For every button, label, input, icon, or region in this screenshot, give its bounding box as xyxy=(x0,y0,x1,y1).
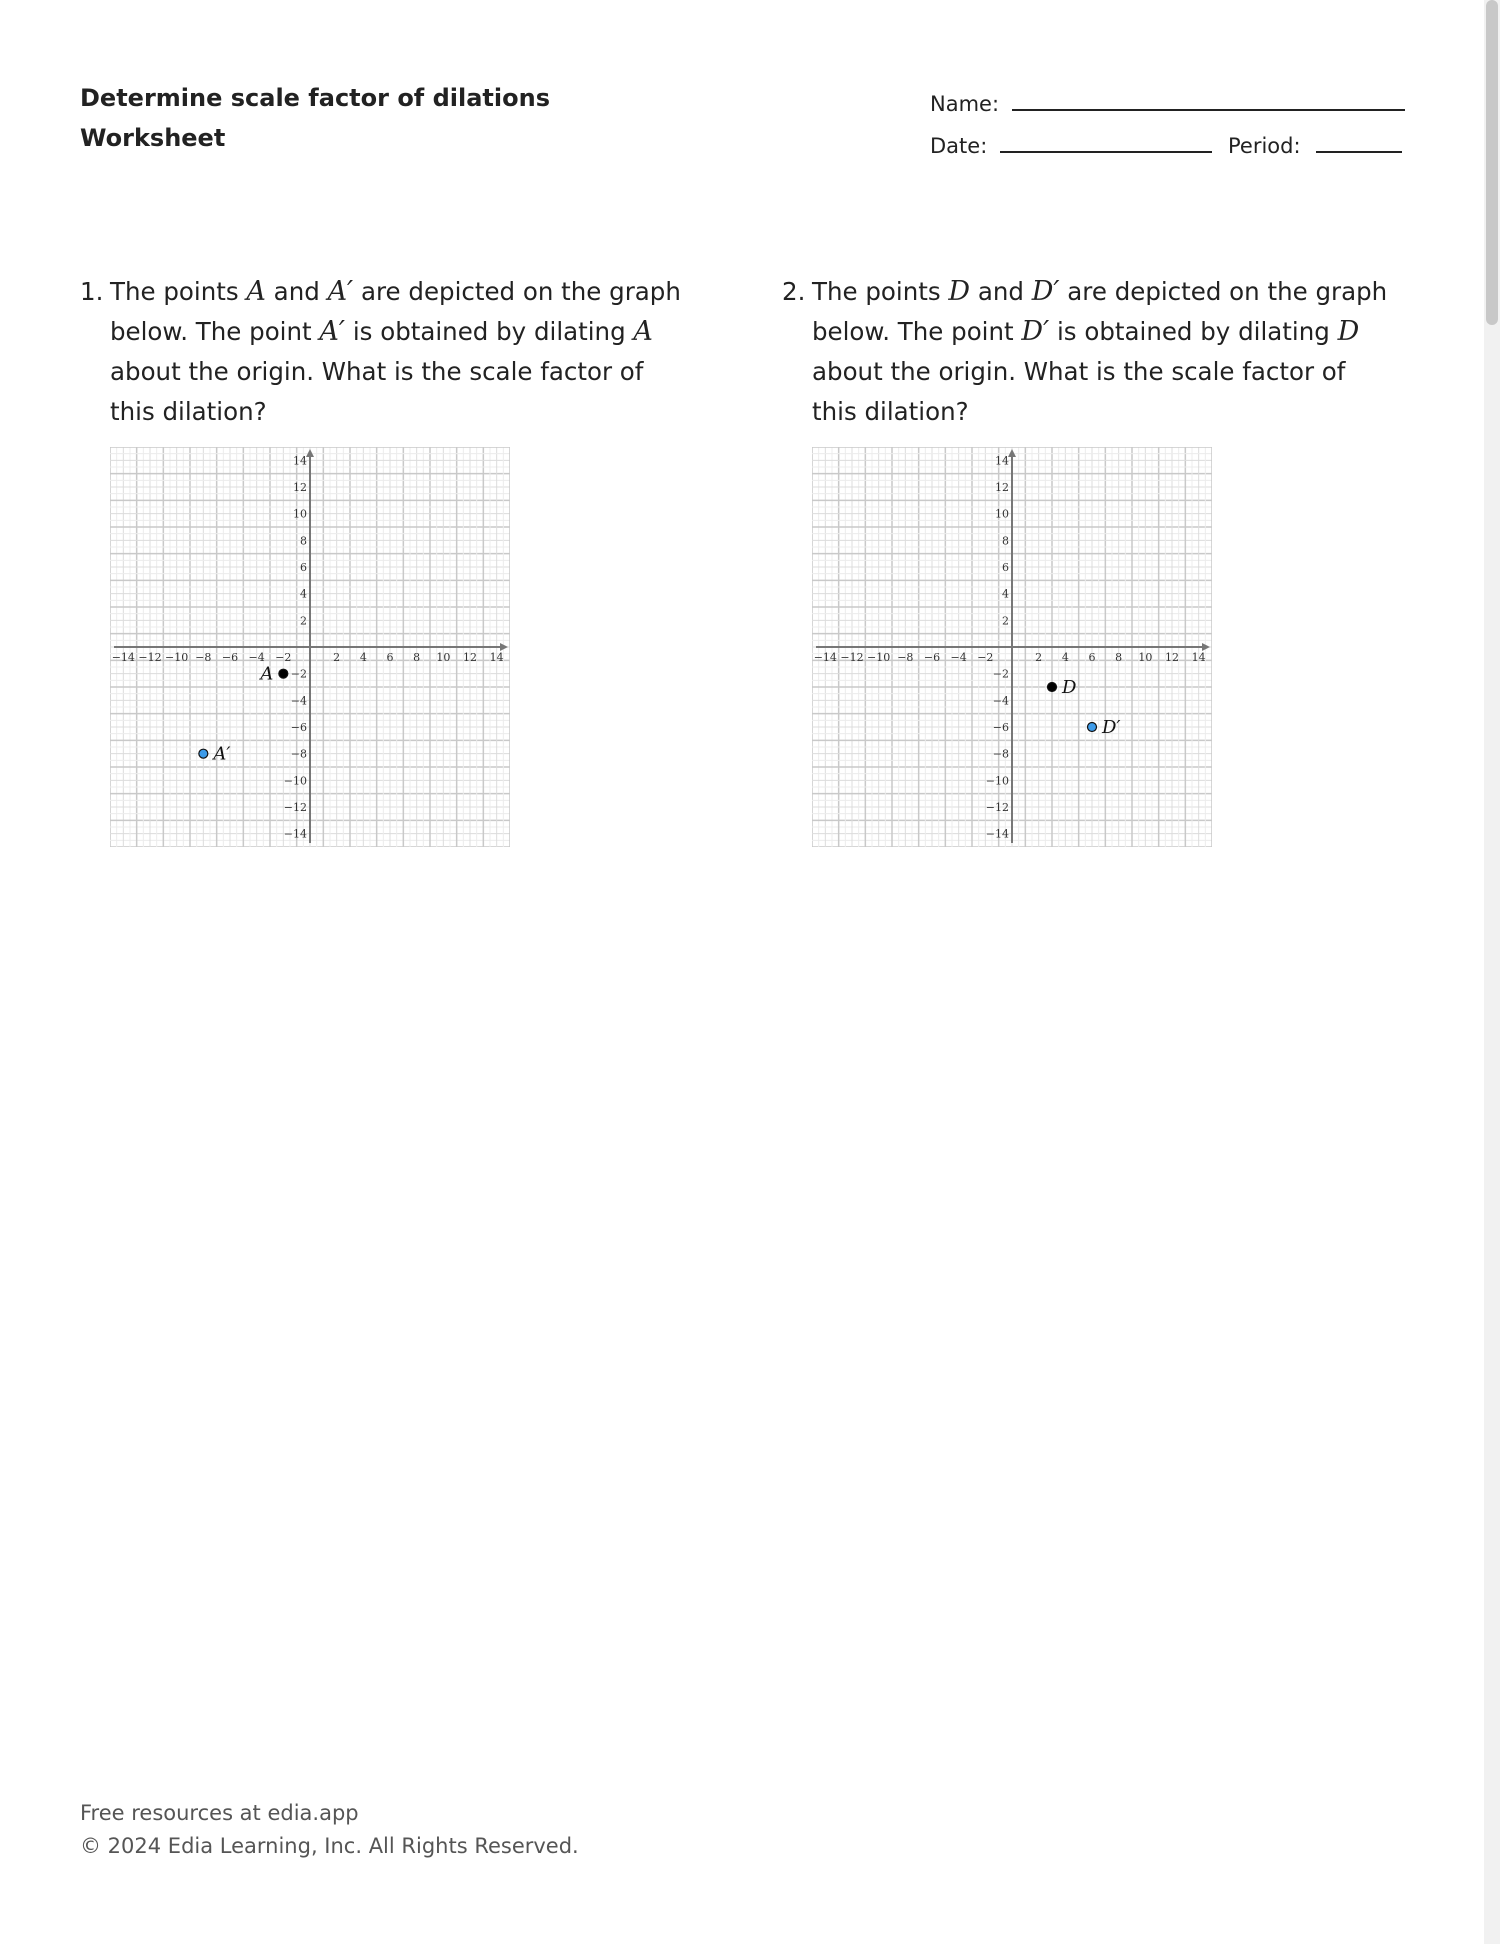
text: is obtained by dilating xyxy=(345,317,634,346)
date-label: Date: xyxy=(930,134,988,158)
x-tick-label: 14 xyxy=(489,651,504,664)
y-tick-label: 6 xyxy=(1002,561,1009,574)
text: and xyxy=(970,277,1032,306)
x-tick-label: −2 xyxy=(977,651,994,664)
y-tick-label: 6 xyxy=(300,561,307,574)
math: A xyxy=(246,276,266,307)
math: A′ xyxy=(319,316,346,347)
x-tick-label: 6 xyxy=(386,651,394,664)
point-label: D xyxy=(1062,677,1077,698)
worksheet-subtitle: Worksheet xyxy=(80,124,226,152)
math: D xyxy=(948,276,971,307)
x-tick-label: −12 xyxy=(840,651,864,664)
y-tick-label: −6 xyxy=(992,721,1009,734)
y-tick-label: 2 xyxy=(300,614,307,628)
x-tick-label: 2 xyxy=(1035,651,1043,664)
y-tick-label: −10 xyxy=(283,774,307,788)
point-A′ xyxy=(199,749,208,758)
x-tick-label: −6 xyxy=(221,651,239,664)
text: are depicted on the graph below. The point xyxy=(812,277,1388,346)
y-tick-label: 10 xyxy=(995,507,1009,521)
y-axis-arrow xyxy=(306,449,314,457)
math: D xyxy=(1337,316,1360,347)
scrollbar[interactable] xyxy=(1484,0,1500,1944)
y-tick-label: −2 xyxy=(992,667,1009,681)
text: are depicted on the graph below. The point xyxy=(110,277,681,346)
x-tick-label: −10 xyxy=(867,651,891,664)
point-label: D′ xyxy=(1102,717,1121,738)
period-label: Period: xyxy=(1228,134,1301,158)
period-field[interactable] xyxy=(1316,151,1402,153)
x-tick-label: 14 xyxy=(1191,651,1206,664)
x-tick-label: 10 xyxy=(1138,651,1153,664)
y-tick-label: 14 xyxy=(293,454,307,468)
graph-1 xyxy=(110,447,510,847)
point-A xyxy=(279,669,288,678)
point-D xyxy=(1048,683,1057,692)
point-label: A xyxy=(260,663,274,685)
y-tick-label: −12 xyxy=(283,801,307,814)
x-tick-label: −2 xyxy=(275,651,292,664)
x-tick-label: 12 xyxy=(463,651,477,664)
y-tick-label: −4 xyxy=(290,694,307,708)
text: is obtained by dilating xyxy=(1049,317,1338,346)
y-tick-label: −14 xyxy=(283,827,307,841)
worksheet-title: Determine scale factor of dilations xyxy=(80,84,550,112)
text: The points xyxy=(110,277,247,306)
x-tick-label: 12 xyxy=(1165,651,1179,664)
name-field[interactable] xyxy=(1012,109,1405,111)
question-2 xyxy=(782,272,1392,432)
math: A xyxy=(633,316,653,347)
y-tick-label: 2 xyxy=(1002,614,1009,628)
point-D′ xyxy=(1088,723,1097,732)
x-axis-arrow xyxy=(1202,643,1210,651)
math: D′ xyxy=(1031,276,1060,307)
y-tick-label: −6 xyxy=(290,721,307,734)
x-tick-label: −8 xyxy=(897,651,914,664)
x-tick-label: −14 xyxy=(813,651,837,664)
x-tick-label: −8 xyxy=(195,651,212,664)
x-tick-label: −4 xyxy=(248,651,265,664)
question-number: 2. xyxy=(782,277,806,306)
y-tick-label: 4 xyxy=(1002,587,1009,601)
y-axis-arrow xyxy=(1008,449,1016,457)
x-tick-label: 2 xyxy=(333,651,341,664)
question-number: 1. xyxy=(80,277,104,306)
math: A′ xyxy=(327,276,354,307)
x-tick-label: −14 xyxy=(111,651,135,664)
y-tick-label: −2 xyxy=(290,667,307,681)
y-tick-label: −12 xyxy=(985,801,1009,814)
y-tick-label: 14 xyxy=(995,454,1009,468)
footer-resources: Free resources at edia.app xyxy=(80,1801,359,1825)
name-label: Name: xyxy=(930,92,1000,116)
y-tick-label: 12 xyxy=(995,481,1009,494)
y-tick-label: 12 xyxy=(293,481,307,494)
x-tick-label: 6 xyxy=(1088,651,1096,664)
text: about the origin. What is the scale factor of this dilation? xyxy=(110,357,644,426)
x-tick-label: 4 xyxy=(1061,651,1069,664)
y-tick-label: −8 xyxy=(992,747,1009,761)
y-tick-label: −14 xyxy=(985,827,1009,841)
x-tick-label: −6 xyxy=(923,651,941,664)
y-tick-label: −4 xyxy=(992,694,1009,708)
footer-copyright: © 2024 Edia Learning, Inc. All Rights Reserved. xyxy=(80,1834,579,1858)
x-tick-label: −10 xyxy=(165,651,189,664)
x-tick-label: −12 xyxy=(138,651,162,664)
text: The points xyxy=(812,277,949,306)
date-field[interactable] xyxy=(1000,151,1212,153)
x-tick-label: 4 xyxy=(359,651,367,664)
y-tick-label: 4 xyxy=(300,587,307,601)
y-tick-label: −8 xyxy=(290,747,307,761)
x-tick-label: 8 xyxy=(413,651,421,664)
y-tick-label: −10 xyxy=(985,774,1009,788)
point-label: A′ xyxy=(213,743,231,765)
x-tick-label: 8 xyxy=(1115,651,1123,664)
x-tick-label: 10 xyxy=(436,651,451,664)
y-tick-label: 8 xyxy=(300,534,307,548)
math: D′ xyxy=(1021,316,1050,347)
y-tick-label: 10 xyxy=(293,507,307,521)
graph-2 xyxy=(812,447,1212,847)
y-tick-label: 8 xyxy=(1002,534,1009,548)
scrollbar-thumb[interactable] xyxy=(1486,0,1498,325)
text: about the origin. What is the scale factor of this dilation? xyxy=(812,357,1346,426)
x-axis-arrow xyxy=(500,643,508,651)
x-tick-label: −4 xyxy=(950,651,967,664)
question-1 xyxy=(80,272,690,432)
text: and xyxy=(265,277,328,306)
